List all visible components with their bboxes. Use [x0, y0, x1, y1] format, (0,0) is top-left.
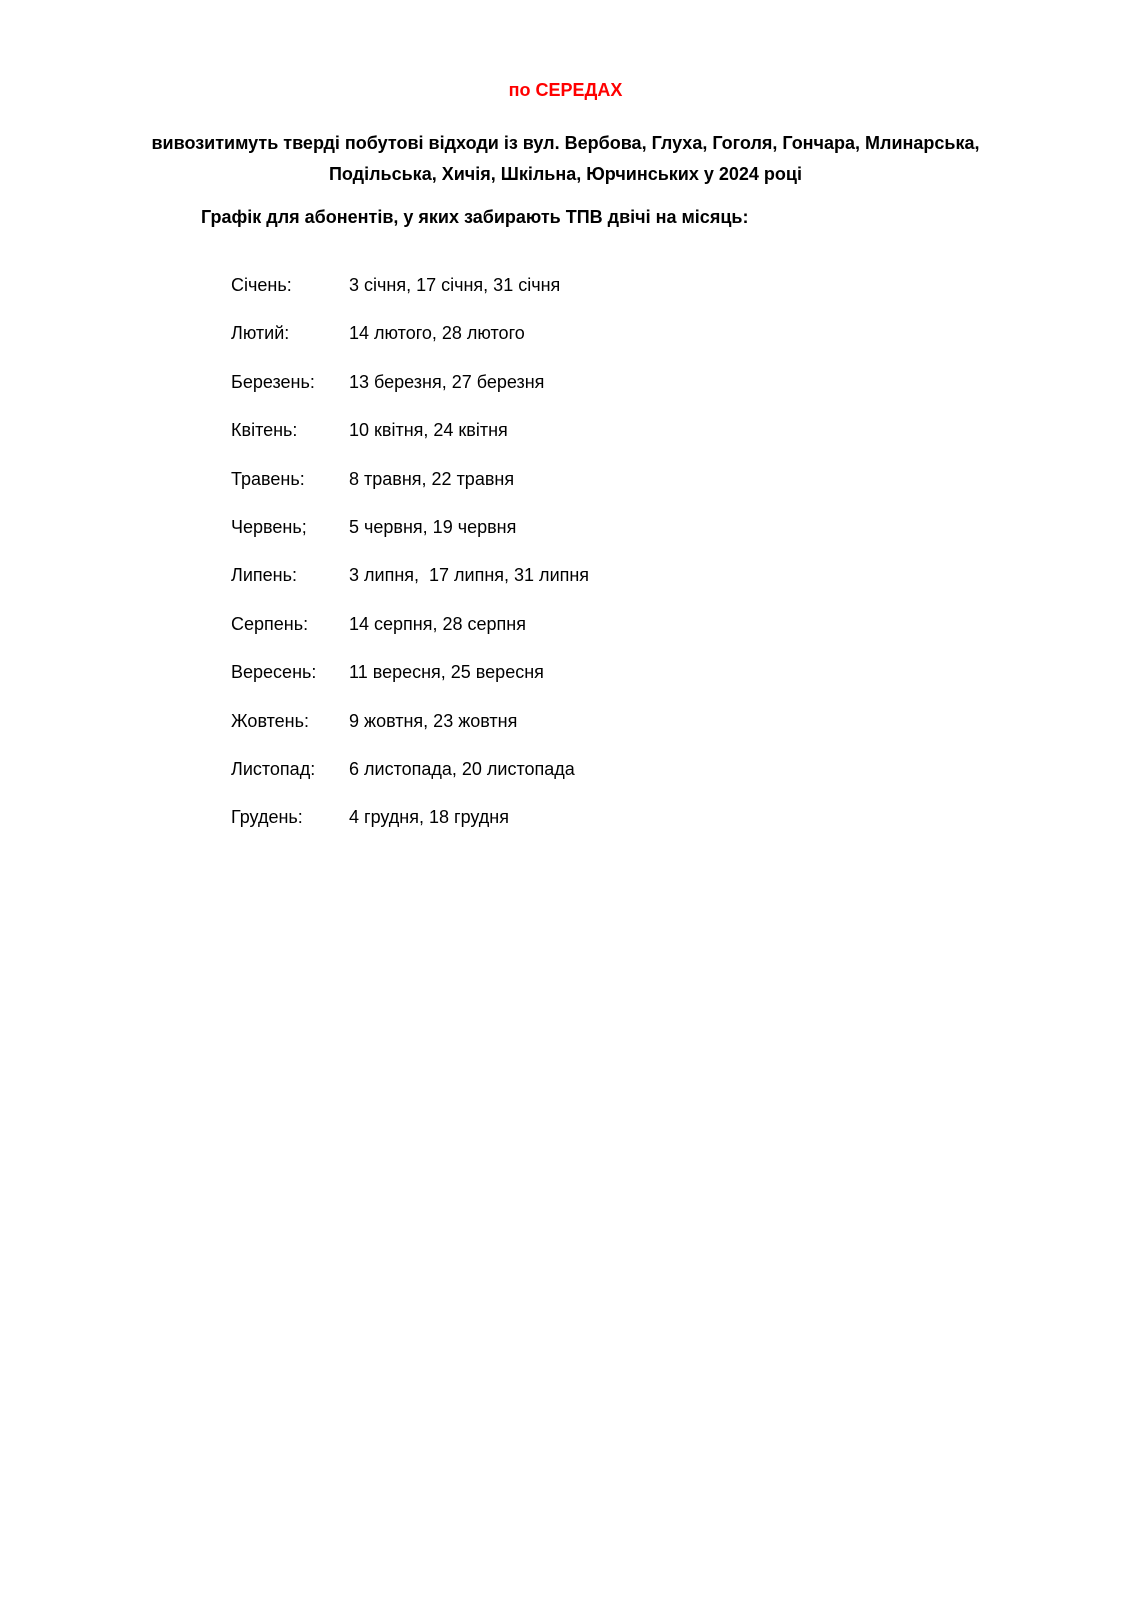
schedule-row-december	[201, 786, 589, 834]
schedule-row-january	[201, 254, 589, 302]
month-dates: 14 лютого, 28 лютого	[349, 323, 525, 344]
schedule-row-april	[201, 399, 589, 447]
month-label: Листопад:	[231, 758, 316, 779]
month-label: Жовтень:	[231, 710, 309, 731]
schedule-subtitle: Графік для абонентів, у яких забирають ТПВ двічі на місяць:	[201, 207, 749, 227]
month-label: Грудень:	[231, 807, 303, 828]
month-dates: 6 листопада, 20 листопада	[349, 758, 575, 779]
month-label: Березень:	[231, 371, 315, 392]
month-dates: 4 грудня, 18 грудня	[349, 807, 509, 828]
schedule-row-june	[201, 496, 589, 544]
month-dates: 3 січня, 17 січня, 31 січня	[349, 275, 561, 295]
schedule-row-march	[201, 351, 589, 399]
month-label: Червень;	[231, 516, 307, 537]
month-label: Травень:	[231, 468, 305, 489]
schedule-row-may	[201, 448, 589, 496]
month-label: Січень:	[231, 275, 292, 295]
month-label: Липень:	[231, 565, 297, 586]
schedule-row-august	[201, 593, 589, 641]
month-dates: 9 жовтня, 23 жовтня	[349, 710, 518, 731]
schedule-list	[201, 254, 589, 835]
month-label: Квітень:	[231, 420, 298, 441]
month-label: Серпень:	[231, 613, 309, 634]
month-dates: 13 березня, 27 березня	[349, 371, 545, 392]
month-dates: 10 квітня, 24 квітня	[349, 420, 508, 441]
month-dates: 14 серпня, 28 серпня	[349, 613, 526, 634]
schedule-day-heading: по СЕРЕДАХ	[508, 80, 623, 100]
month-dates: 5 червня, 19 червня	[349, 516, 517, 537]
intro-paragraph: вивозитимуть тверді побутові відходи із вул. Вербова, Глуха, Гоголя, Гончара, Млинарська, Подільська, Хичія, Шкільна, Юрчинських у 2024 році	[151, 133, 980, 184]
schedule-row-october	[201, 690, 589, 738]
schedule-row-november	[201, 738, 589, 786]
month-dates: 11 вересня, 25 вересня	[349, 662, 544, 683]
schedule-row-february	[201, 302, 589, 350]
schedule-row-september	[201, 641, 589, 689]
month-dates: 3 липня, 17 липня, 31 липня	[349, 565, 590, 586]
month-label: Вересень:	[231, 662, 317, 683]
schedule-row-july	[201, 544, 589, 592]
month-label: Лютий:	[231, 323, 290, 344]
month-dates: 8 травня, 22 травня	[349, 468, 515, 489]
